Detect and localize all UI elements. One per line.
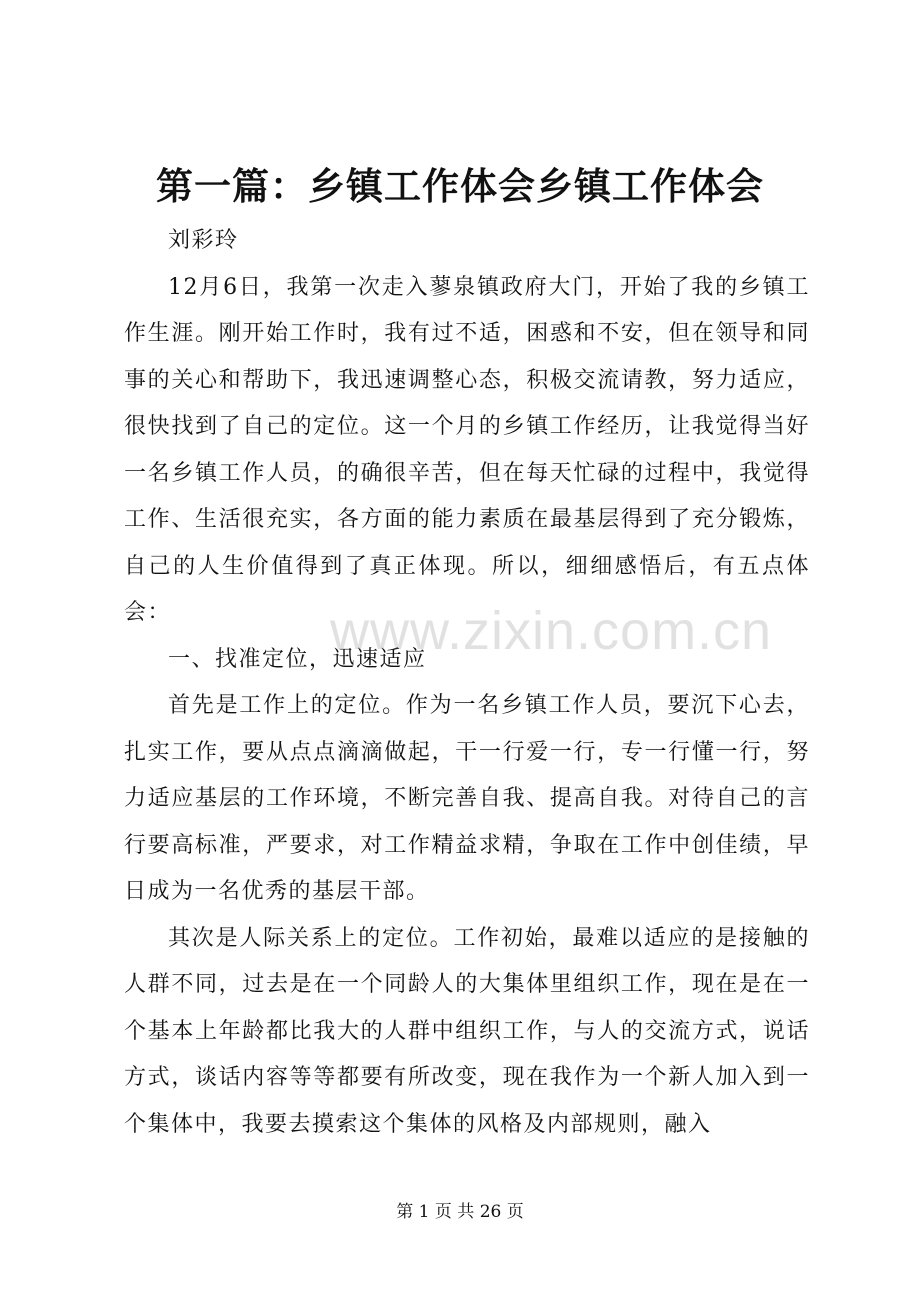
- document-body: [124, 218, 810, 1148]
- author-line: 刘彩玲: [168, 228, 239, 253]
- paragraph-intro: 12月6日，我第一次走入蓼泉镇政府大门，开始了我的乡镇工作生涯。刚开始工作时，我有过不适，困惑和不安，但在领导和同事的关心和帮助下，我迅速调整心态，积极交流请教，努力适应，很快找到了自己的定位。这一个月的乡镇工作经历，让我觉得当好一名乡镇工作人员，的确很辛苦，但在每天忙碌的过程中，我觉得工作、生活很充实，各方面的能力素质在最基层得到了充分锻炼，自己的人生价值得到了真正体现。所以，细细感悟后，有五点体会：: [124, 274, 810, 625]
- watermark: www.zixin.com.cn: [330, 601, 773, 661]
- paragraph-work-position: 首先是工作上的定位。作为一名乡镇工作人员，要沉下心去，扎实工作，要从点点滴滴做起，干一行爱一行，专一行懂一行，努力适应基层的工作环境，不断完善自我、提高自我。对待自己的言行要高标准，严要求，对工作精益求精，争取在工作中创佳绩，早日成为一名优秀的基层干部。: [124, 693, 810, 904]
- paragraph-relations-position: 其次是人际关系上的定位。工作初始，最难以适应的是接触的人群不同，过去是在一个同龄人的大集体里组织工作，现在是在一个基本上年龄都比我大的人群中组织工作，与人的交流方式，说话方式，谈话内容等等都要有所改变，现在我作为一个新人加入到一个集体中，我要去摸索这个集体的风格及内部规则，融入: [124, 925, 810, 1137]
- document-title: 第一篇：乡镇工作体会乡镇工作体会: [156, 164, 764, 208]
- section-heading: 一、找准定位，迅速适应: [168, 646, 427, 672]
- page-footer: 第 1 页 共 26 页: [396, 1202, 524, 1222]
